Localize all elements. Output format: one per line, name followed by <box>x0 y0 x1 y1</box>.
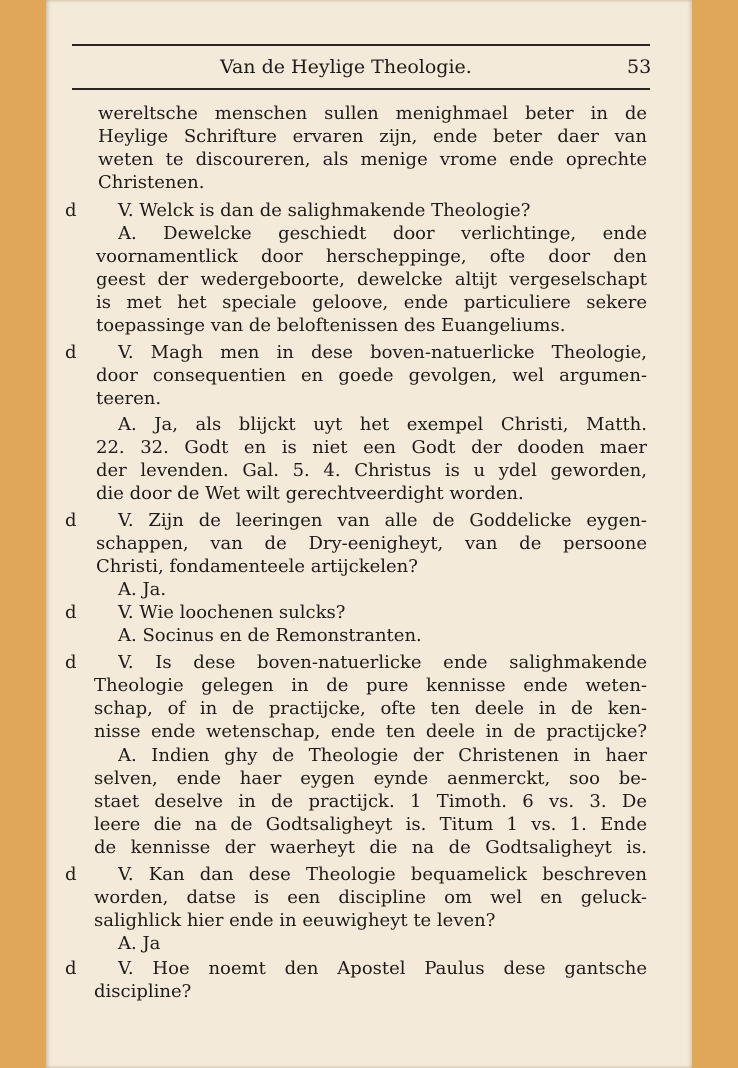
running-header-title: Van de Heylige Theologie. <box>220 56 472 78</box>
text-line: V. Welck is dan de salighmakende Theologie? <box>118 200 531 221</box>
text-line: Heylige Schrifture ervaren zijn, ende beter daer van <box>98 126 647 147</box>
margin-marker: d <box>65 200 77 221</box>
margin-marker: d <box>65 652 77 673</box>
text-line: teeren. <box>96 388 162 409</box>
text-line: der levenden. Gal. 5. 4. Christus is u ydel geworden, <box>96 460 647 481</box>
text-line: toepassinge van de beloftenissen des Euangeliums. <box>96 315 566 336</box>
header-top-rule <box>72 44 650 46</box>
text-line: selven, ende haer eygen eynde aenmerckt, soo be- <box>94 768 647 789</box>
margin-marker: d <box>65 602 77 623</box>
text-line: schappen, van de Dry-eenigheyt, van de persoone <box>96 533 647 554</box>
text-line: A. Dewelcke geschiedt door verlichtinge, ende <box>118 223 647 244</box>
text-line: V. Kan dan dese Theologie bequamelick beschreven <box>118 864 647 885</box>
margin-marker: d <box>65 342 77 363</box>
margin-marker: d <box>65 958 77 979</box>
text-line: A. Ja. <box>118 579 167 600</box>
text-line: schap, of in de practijcke, ofte ten deele in de ken- <box>94 698 647 719</box>
text-line: A. Socinus en de Remonstranten. <box>118 625 422 646</box>
text-line: is met het speciale geloove, ende particuliere sekere <box>96 292 647 313</box>
text-line: geest der wedergeboorte, dewelcke altijt vergeselschapt <box>96 269 647 290</box>
text-line: V. Magh men in dese boven-natuerlicke Theologie, <box>118 342 647 363</box>
text-line: Theologie gelegen in de pure kennisse ende weten- <box>94 675 647 696</box>
header-bottom-rule <box>72 88 650 90</box>
text-line: leere die na de Godtsaligheyt is. Titum 1 vs. 1. Ende <box>94 814 647 835</box>
text-line: V. Wie loochenen sulcks? <box>118 602 346 623</box>
margin-marker: d <box>65 510 77 531</box>
page-number: 53 <box>627 56 652 78</box>
text-line: Christi, fondamenteele artijckelen? <box>96 556 418 577</box>
text-line: V. Hoe noemt den Apostel Paulus dese gantsche <box>118 958 647 979</box>
text-line: A. Indien ghy de Theologie der Christenen in haer <box>118 745 647 766</box>
text-line: die door de Wet wilt gerechtveerdight worden. <box>96 483 524 504</box>
margin-marker: d <box>65 864 77 885</box>
text-line: V. Zijn de leeringen van alle de Goddelicke eygen- <box>118 510 647 531</box>
text-line: Christenen. <box>98 172 205 193</box>
text-line: A. Ja <box>118 933 161 954</box>
text-line: voornamentlick door herscheppinge, ofte door den <box>96 246 647 267</box>
text-line: weten te discoureren, als menige vrome ende oprechte <box>98 149 647 170</box>
text-line: nisse ende wetenschap, ende ten deele in de practijcke? <box>94 721 647 742</box>
text-line: de kennisse der waerheyt die na de Godtsaligheyt is. <box>94 837 647 858</box>
text-line: door consequentien en goede gevolgen, wel argumen- <box>96 365 647 386</box>
text-line: V. Is dese boven-natuerlicke ende salighmakende <box>118 652 647 673</box>
text-line: wereltsche menschen sullen menighmael beter in de <box>98 103 647 124</box>
text-line: A. Ja, als blijckt uyt het exempel Christi, Matth. <box>118 414 647 435</box>
text-line: salighlick hier ende in eeuwigheyt te leven? <box>94 910 496 931</box>
text-line: discipline? <box>94 981 192 1002</box>
text-line: worden, datse is een discipline om wel en geluck- <box>94 887 647 908</box>
text-line: 22. 32. Godt en is niet een Godt der dooden maer <box>96 437 647 458</box>
text-line: staet deselve in de practijck. 1 Timoth. 6 vs. 3. De <box>94 791 647 812</box>
